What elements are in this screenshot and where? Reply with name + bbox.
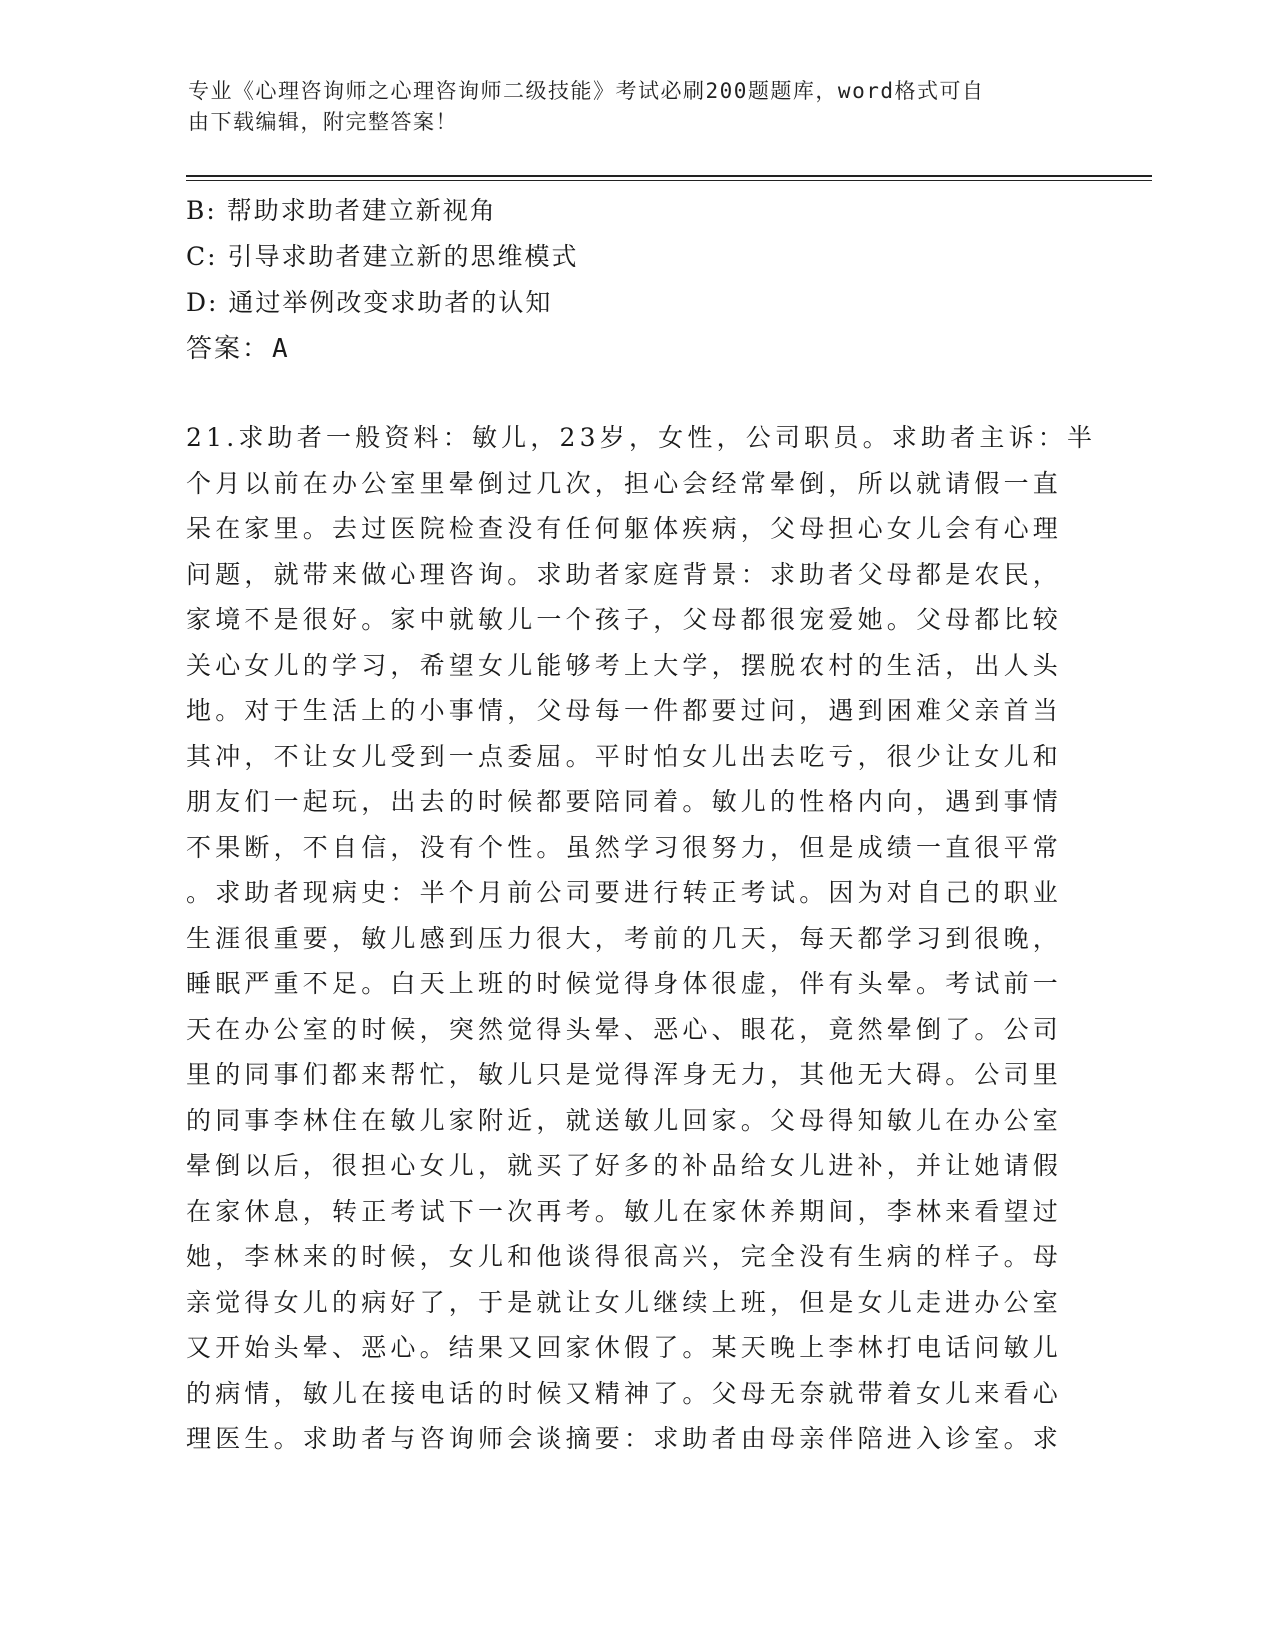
- answer-label: 答案：: [186, 334, 271, 364]
- question-line: 在家休息，转正考试下一次再考。敏儿在家休养期间，李林来看望过: [186, 1196, 1063, 1226]
- question-line: 。求助者现病史：半个月前公司要进行转正考试。因为对自己的职业: [186, 878, 1063, 907]
- question-line: 朋友们一起玩，出去的时候都要陪同着。敏儿的性格内向，遇到事情: [186, 787, 1063, 816]
- question-line: 睡眠严重不足。白天上班的时候觉得身体很虚，伴有头晕。考试前一: [186, 969, 1063, 998]
- question-line: 又开始头晕、恶心。结果又回家休假了。某天晚上李林打电话问敏儿: [186, 1333, 1063, 1362]
- question-line: 关心女儿的学习，希望女儿能够考上大学，摆脱农村的生活，出人头: [186, 650, 1063, 680]
- answer-options: [186, 188, 1086, 372]
- header-divider-thin: [186, 180, 1152, 181]
- question-line: 问题，就带来做心理咨询。求助者家庭背景：求助者父母都是农民，: [186, 559, 1063, 589]
- header-title-line-2: 由下载编辑，附完整答案！: [188, 110, 458, 134]
- question-line: 家境不是很好。家中就敏儿一个孩子，父母都很宠爱她。父母都比较: [186, 605, 1063, 634]
- header-title-line-1: 专业《心理咨询师之心理咨询师二级技能》考试必刷200题题库，word格式可自: [188, 79, 985, 103]
- question-line: 其冲，不让女儿受到一点委屈。平时怕女儿出去吃亏，很少让女儿和: [186, 741, 1063, 771]
- question-line: 21.求助者一般资料：敏儿，23岁，女性，公司职员。求助者主诉：半: [186, 423, 1097, 452]
- page-header: [188, 76, 1068, 138]
- option-d: [186, 280, 1086, 326]
- header-divider-thick: [186, 175, 1152, 177]
- answer-line: [186, 326, 1086, 372]
- question-line: 的病情，敏儿在接电话的时候又精神了。父母无奈就带着女儿来看心: [186, 1378, 1063, 1408]
- option-text: 通过举例改变求助者的认知: [228, 288, 553, 317]
- question-line: 她，李林来的时候，女儿和他谈得很高兴，完全没有生病的样子。母: [186, 1242, 1063, 1271]
- option-c: [186, 234, 1086, 280]
- question-line: 亲觉得女儿的病好了，于是就让女儿继续上班，但是女儿走进办公室: [186, 1287, 1063, 1317]
- question-line: 的同事李林住在敏儿家附近，就送敏儿回家。父母得知敏儿在办公室: [186, 1105, 1063, 1135]
- question-line: 天在办公室的时候，突然觉得头晕、恶心、眼花，竟然晕倒了。公司: [186, 1014, 1063, 1044]
- question-line: 个月以前在办公室里晕倒过几次，担心会经常晕倒，所以就请假一直: [186, 468, 1063, 498]
- option-label: C:: [186, 242, 218, 271]
- question-line: 呆在家里。去过医院检查没有任何躯体疾病，父母担心女儿会有心理: [186, 514, 1063, 543]
- option-text: 帮助求助者建立新视角: [226, 196, 497, 225]
- question-21: [186, 415, 1097, 1462]
- question-line: 不果断，不自信，没有个性。虽然学习很努力，但是成绩一直很平常: [186, 832, 1063, 862]
- question-line: 晕倒以后，很担心女儿，就买了好多的补品给女儿进补，并让她请假: [186, 1151, 1063, 1180]
- option-label: B:: [186, 196, 217, 225]
- question-line: 里的同事们都来帮忙，敏儿只是觉得浑身无力，其他无大碍。公司里: [186, 1060, 1063, 1089]
- question-line: 地。对于生活上的小事情，父母每一件都要过问，遇到困难父亲首当: [186, 696, 1063, 725]
- option-b: [186, 188, 1086, 234]
- question-line: 生涯很重要，敏儿感到压力很大，考前的几天，每天都学习到很晚，: [186, 923, 1063, 953]
- question-line: 理医生。求助者与咨询师会谈摘要：求助者由母亲伴陪进入诊室。求: [186, 1424, 1063, 1453]
- answer-value: A: [272, 334, 290, 364]
- option-text: 引导求助者建立新的思维模式: [227, 242, 579, 271]
- option-label: D:: [186, 288, 219, 317]
